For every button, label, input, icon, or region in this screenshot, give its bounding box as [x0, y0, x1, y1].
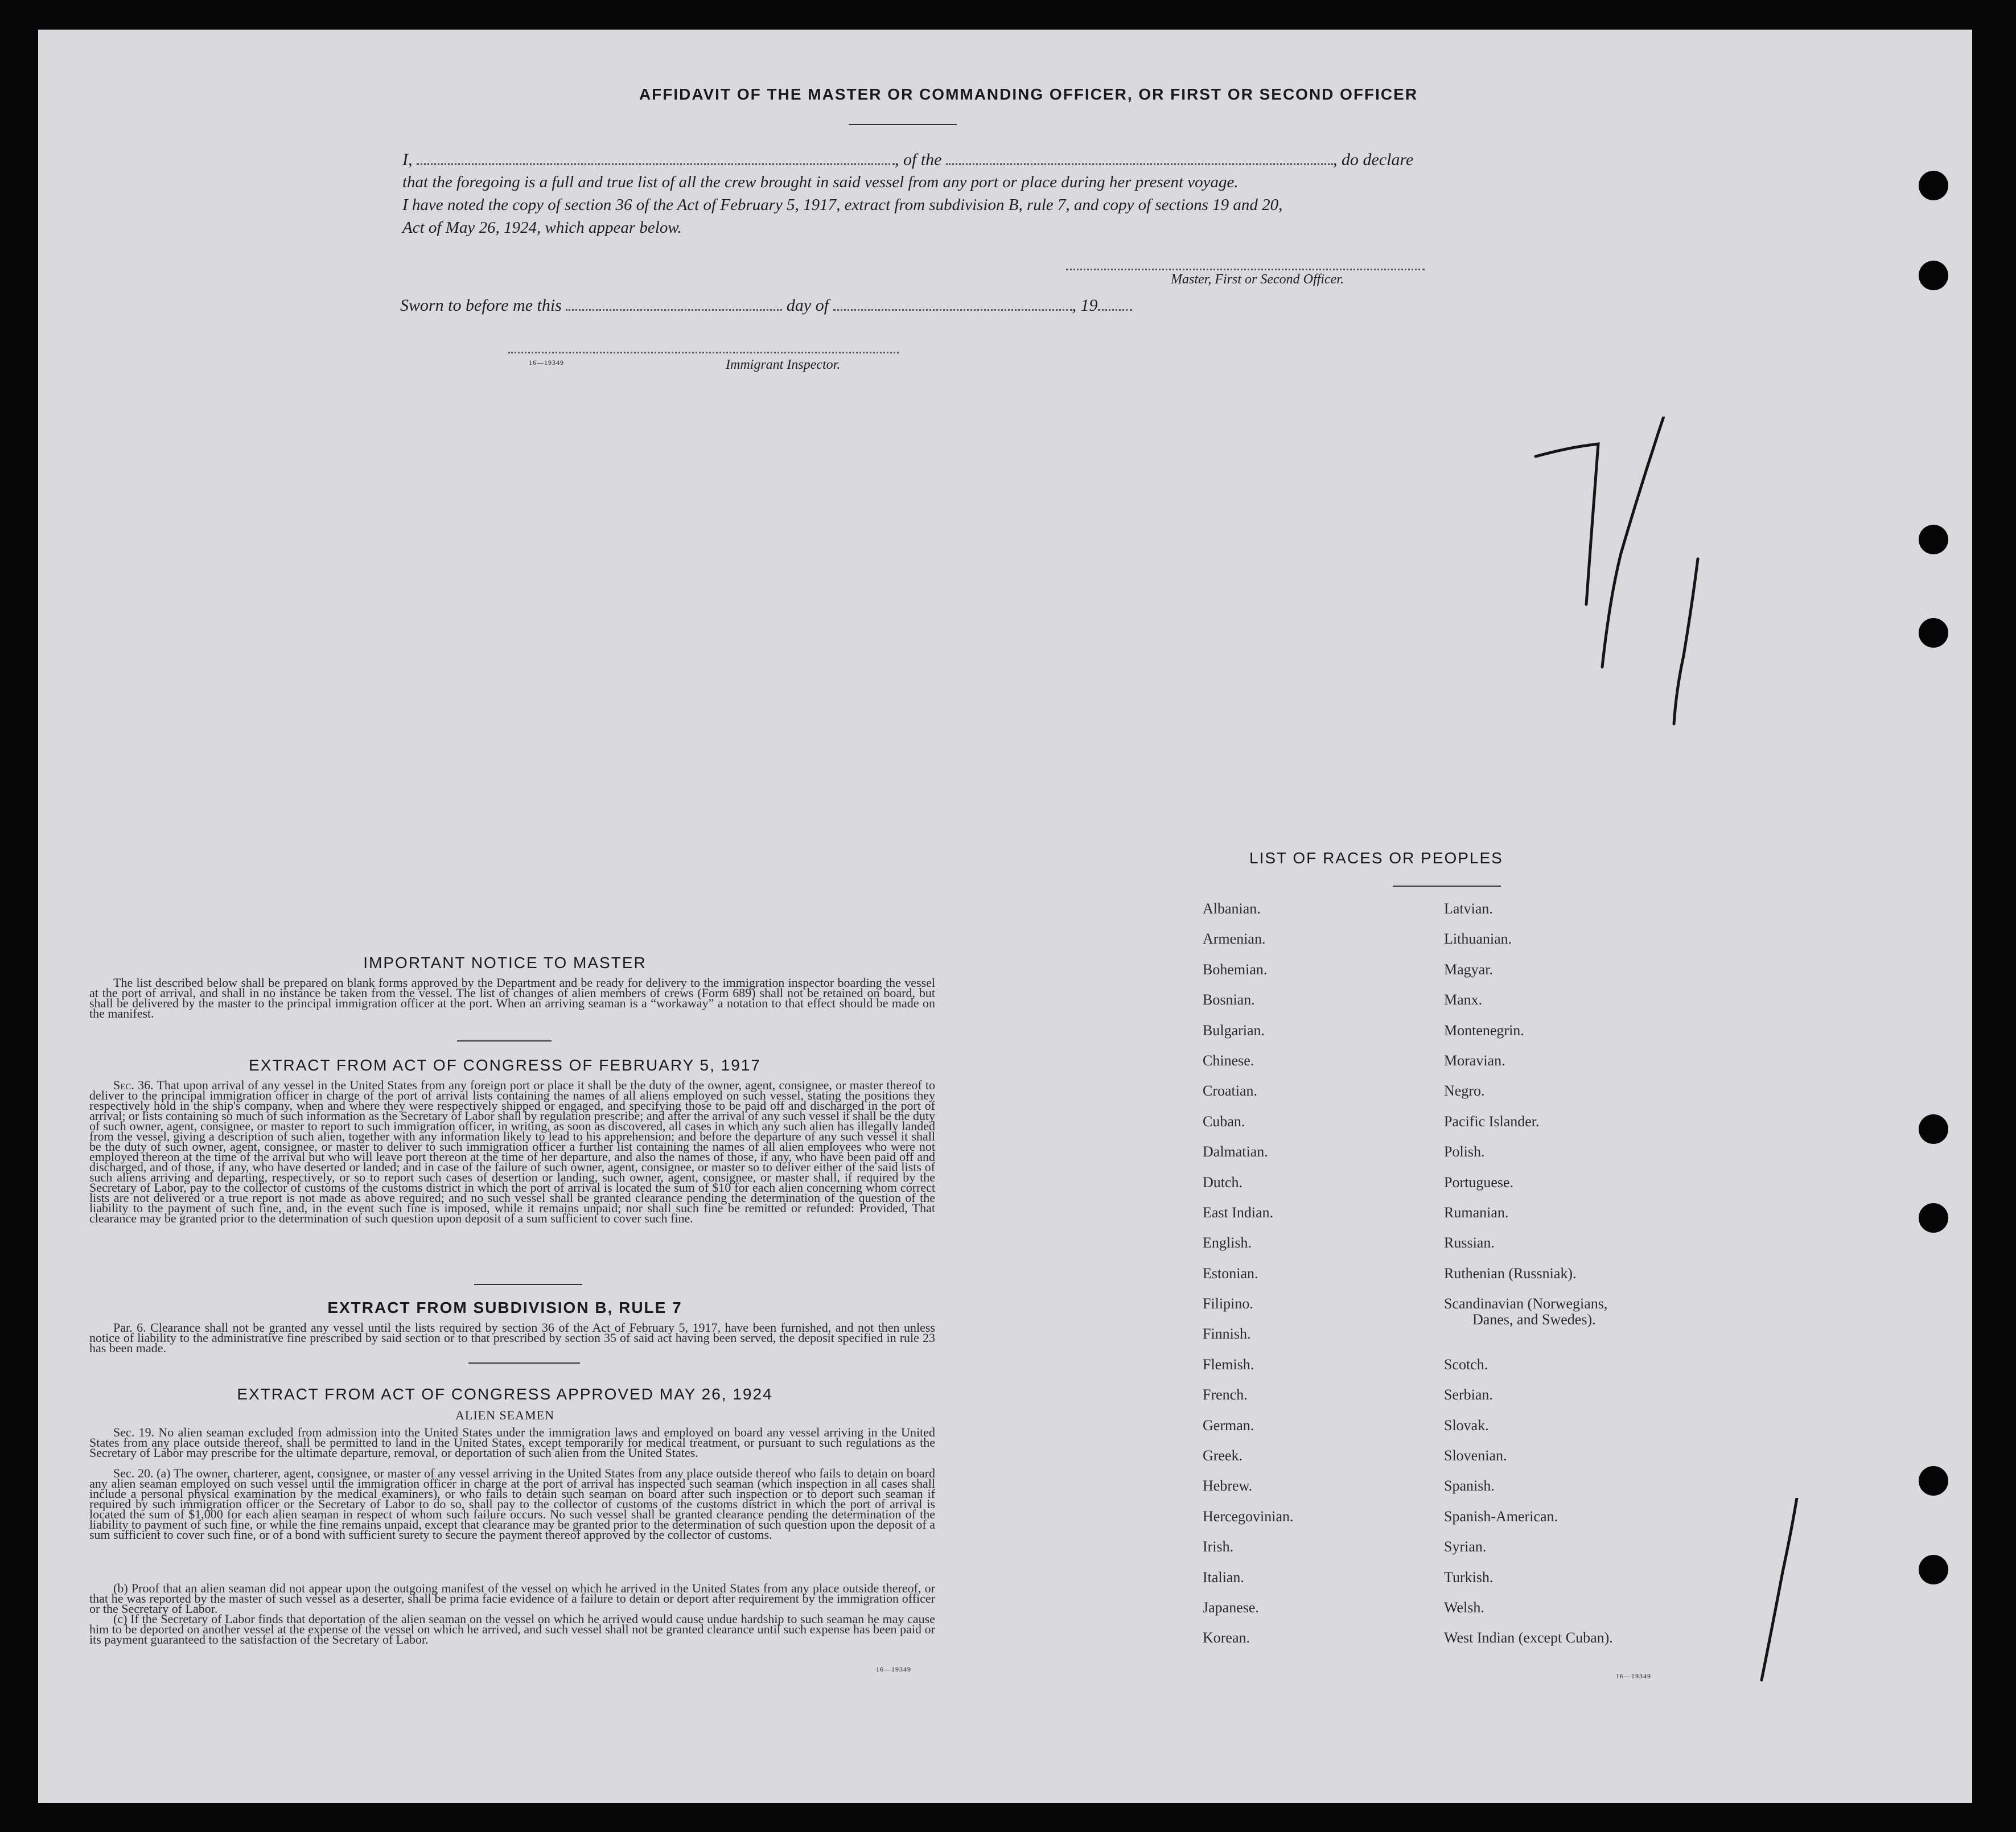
extract-1917-divider: [474, 1284, 582, 1285]
races-title: LIST OF RACES OR PEOPLES: [1249, 849, 1503, 867]
sworn-day-of: day of: [786, 296, 829, 315]
race-item: Latvian.: [1444, 900, 1493, 917]
handwritten-page-number: [1527, 417, 1715, 735]
race-item: Portuguese.: [1444, 1174, 1514, 1191]
race-item: Cuban.: [1203, 1113, 1245, 1130]
race-item: Spanish-American.: [1444, 1508, 1558, 1525]
race-item: Slovak.: [1444, 1417, 1489, 1434]
race-item: Irish.: [1203, 1538, 1234, 1555]
handwritten-check-mark: [1757, 1498, 1803, 1686]
affidavit-line-2: that the foregoing is a full and true list of all the crew brought in said vessel from any port or place during her present voyage.: [402, 173, 1239, 191]
of-the-text: , of the: [895, 150, 942, 169]
race-item: Italian.: [1203, 1568, 1244, 1586]
race-item: East Indian.: [1203, 1204, 1274, 1221]
race-item: Chinese.: [1203, 1052, 1254, 1069]
races-form-number: 16—19349: [1616, 1672, 1651, 1680]
race-item: Pacific Islander.: [1444, 1113, 1540, 1130]
notice-divider: [457, 1040, 552, 1041]
affidavit-form-number: 16—19349: [529, 359, 564, 367]
race-item: French.: [1203, 1386, 1248, 1403]
race-item: Moravian.: [1444, 1052, 1505, 1069]
document-page: [38, 30, 1972, 1803]
master-name-field[interactable]: [417, 163, 895, 165]
race-item: Bosnian.: [1203, 991, 1255, 1008]
sworn-day-field[interactable]: [566, 309, 782, 311]
extract-1924-sec-20c: (c) If the Secretary of Labor finds that deportation of the alien seaman on the vessel on which he arrived would cause undue hardship to such seaman he may cause him to be deported on another vessel at the expense of the vessel on which he arrived, and such vessel shall not be granted clearance until such expense has been paid or its payment guaranteed to the satisfaction of the Secretary of Labor.: [89, 1612, 935, 1646]
affidavit-line-3: I have noted the copy of section 36 of the Act of February 5, 1917, extract from subdivision B, rule 7, and copy of sections 19 and 20,: [402, 196, 1283, 214]
subdivision-b-title: EXTRACT FROM SUBDIVISION B, RULE 7: [327, 1299, 682, 1316]
sworn-month-field[interactable]: [833, 309, 1072, 311]
race-item: Dalmatian.: [1203, 1143, 1268, 1160]
race-item: Lithuanian.: [1444, 931, 1512, 948]
race-item: Rumanian.: [1444, 1204, 1509, 1221]
race-item: Dutch.: [1203, 1174, 1243, 1191]
binder-hole: [1919, 1114, 1948, 1144]
race-item: Scotch.: [1444, 1356, 1488, 1373]
sworn-line: [400, 296, 1132, 315]
subdivision-b-text: Par. 6. Clearance shall not be granted any vessel until the lists required by section 36 of the Act of February 5, 1917, have been furnished, and not then unless notice of liability to the administrative fine prescribed by said section or to that prescribed by section 35 of said act having been served, the deposit specified in rule 23 has been made.: [89, 1320, 935, 1355]
race-item: Armenian.: [1203, 931, 1266, 948]
race-item: Finnish.: [1203, 1325, 1251, 1343]
extract-1924-sec-20b: (b) Proof that an alien seaman did not appear upon the outgoing manifest of the vessel on which he arrived in the United States from any place outside thereof, or that he was reported by the master of such vessel as a deserter, shall be prima facie evidence of a failure to detain or deport after requirement by the immigration officer or the Secretary of Labor.: [89, 1581, 935, 1616]
notice-title: IMPORTANT NOTICE TO MASTER: [363, 954, 647, 971]
binder-hole: [1919, 261, 1948, 290]
subdivision-b-divider: [468, 1362, 580, 1364]
race-item: Montenegrin.: [1444, 1022, 1524, 1039]
race-item: Albanian.: [1203, 900, 1261, 917]
vessel-name-field[interactable]: [946, 163, 1333, 165]
race-item: Syrian.: [1444, 1538, 1487, 1555]
race-item: Danes, and Swedes).: [1472, 1311, 1596, 1328]
extract-1917-text: That upon arrival of any vessel in the United States from any foreign port or place it shall be the duty of the owner, agent, consignee, or master thereof to deliver to the principal immigration officer in charge of the port of arrival lists containing the names of all aliens employed on such vessel, stating the positions they respectively hold in the ship's company, when and where they were respectively shipped or engaged, and specifying those to be paid off and discharged in the port of arrival; or lists containing so much of such information as the Secretary of Labor shall by regulation prescribe; and after the arrival of any such vessel it shall be the duty of such owner, agent, consignee, or master to report to such immigration officer, in writing, as soon as discovered, all cases in which any such alien has illegally landed from the vessel, giving a description of such alien, together with any information likely to lead to his apprehension; and before the departure of any such vessel it shall be the duty of such owner, agent, consignee, or master to deliver to such immigration officer a further list containing the names of all alien employees who were not employed thereon at the time of the arrival but who will leave port thereon at the time of her departure, and also the names of those, if any, who have been paid off and discharged, and of those, if any, who have deserted or landed; and in case of the failure of such owner, agent, consignee, or master so to deliver either of the said lists of such aliens arriving and departing, respectively, or so to report such cases of desertion or landing, such owner, agent, consignee, or master shall, if required by the Secretary of Labor, pay to the collector of customs of the customs district in which the port of arrival is located the sum of $10 for each alien concerning whom correct lists are not delivered or a true report is not made as above required; and no such vessel shall be granted clearance pending the determination of the question of the liability to the payment of such fine, and, in the event such fine is imposed, while it remains unpaid; nor shall such fine be remitted or refunded: Provided, That clearance may be granted prior to the determination of such question upon deposit of a sum sufficient to cover such fine.: [89, 1078, 935, 1225]
affidavit-line-1: [402, 150, 1495, 170]
race-item: Serbian.: [1444, 1386, 1493, 1403]
race-item: Slovenian.: [1444, 1447, 1507, 1464]
extract-1917-body: [89, 1080, 935, 1224]
race-item: Hercegovinian.: [1203, 1508, 1294, 1525]
race-item: West Indian (except Cuban).: [1444, 1629, 1613, 1646]
race-item: Bohemian.: [1203, 961, 1268, 978]
master-signature-line[interactable]: [1066, 269, 1425, 270]
do-declare-text: , do declare: [1333, 150, 1414, 169]
race-item: Bulgarian.: [1203, 1022, 1265, 1039]
race-item: Estonian.: [1203, 1265, 1258, 1282]
race-item: Spanish.: [1444, 1477, 1495, 1495]
race-item: Ruthenian (Russniak).: [1444, 1265, 1577, 1282]
race-item: Korean.: [1203, 1629, 1250, 1646]
affidavit-i: I,: [402, 150, 413, 169]
binder-hole: [1919, 618, 1948, 648]
race-item: Magyar.: [1444, 961, 1493, 978]
inspector-signature-line[interactable]: [508, 352, 899, 353]
race-item: English.: [1203, 1234, 1252, 1251]
master-signature-label: Master, First or Second Officer.: [1171, 272, 1344, 287]
notice-text: The list described below shall be prepared on blank forms approved by the Department and be ready for delivery to the immigration inspector boarding the vessel at the port of arrival, and shall in no instance be taken from the vessel. The list of changes of alien members of crews (Form 689) shall not be retained on board, but shall be delivered by the master to the principal immigration officer at the port. When an arriving seaman is a “workaway” a notation to that effect should be made on the manifest.: [89, 975, 935, 1020]
extract-1924-title: EXTRACT FROM ACT OF CONGRESS APPROVED MAY 26, 1924: [237, 1385, 773, 1403]
extract-1924-subtitle: ALIEN SEAMEN: [455, 1408, 554, 1422]
race-item: Polish.: [1444, 1143, 1485, 1160]
races-left-column: [1203, 900, 1294, 1660]
races-right-column: [1444, 900, 1613, 1660]
sworn-year-field[interactable]: [1098, 309, 1132, 311]
race-item: Filipino.: [1203, 1295, 1253, 1312]
binder-hole: [1919, 1466, 1948, 1496]
inspector-label: Immigrant Inspector.: [726, 357, 841, 372]
extract-1917-sec-label: Sec. 36.: [113, 1078, 154, 1092]
race-item: Japanese.: [1203, 1599, 1259, 1616]
title-divider: [849, 124, 957, 125]
extract-1924-form-number: 16—19349: [876, 1665, 911, 1673]
race-item: Negro.: [1444, 1082, 1485, 1100]
extract-1917-title: EXTRACT FROM ACT OF CONGRESS OF FEBRUARY 5, 1917: [249, 1056, 761, 1074]
extract-1924-sec-19: Sec. 19. No alien seaman excluded from admission into the United States under the immigration laws and employed on board any vessel arriving in the United States from any place outside thereof, shall be permitted to land in the United States, except temporarily for medical treatment, or pursuant to such regulations as the Secretary of Labor may prescribe for the ultimate departure, removal, or deportation of such alien from the United States.: [89, 1425, 935, 1460]
binder-hole: [1919, 525, 1948, 554]
affidavit-line-4: Act of May 26, 1924, which appear below.: [402, 219, 682, 237]
binder-hole: [1919, 1203, 1948, 1233]
race-item: Hebrew.: [1203, 1477, 1253, 1495]
race-item: Turkish.: [1444, 1568, 1494, 1586]
race-item: Greek.: [1203, 1447, 1243, 1464]
affidavit-title: AFFIDAVIT OF THE MASTER OR COMMANDING OFFICER, OR FIRST OR SECOND OFFICER: [639, 85, 1418, 103]
race-item: Croatian.: [1203, 1082, 1258, 1100]
sworn-year: , 19: [1072, 296, 1098, 315]
extract-1924-sec-20a: Sec. 20. (a) The owner, charterer, agent, consignee, or master of any vessel arriving in the United States from any place outside thereof who fails to detain on board any alien seaman employed on such vessel until the immigration officer in charge at the port of arrival has inspected such seaman (which inspection in all cases shall include a personal physical examination by the medical examiners), or who fails to detain such seaman on board after such inspection or to deport such seaman if required by such immigration officer or the Secretary of Labor to do so, shall pay to the collector of customs of the customs district in which the port of arrival is located the sum of $1,000 for each alien seaman in respect of whom such failure occurs. No such vessel shall be granted clearance pending the determination of the liability to payment of such fine, or while the fine remains unpaid, except that clearance may be granted prior to the determination of such question upon the deposit of a sum sufficient to cover such fine, or of a bond with sufficient surety to secure the payment thereof approved by the collector of customs.: [89, 1466, 935, 1542]
race-item: German.: [1203, 1417, 1254, 1434]
races-divider: [1393, 886, 1501, 887]
binder-hole: [1919, 1555, 1948, 1584]
race-item: Manx.: [1444, 991, 1483, 1008]
race-item: Flemish.: [1203, 1356, 1254, 1373]
binder-hole: [1919, 171, 1948, 200]
race-item: Russian.: [1444, 1234, 1495, 1251]
race-item: Welsh.: [1444, 1599, 1484, 1616]
race-item: Scandinavian (Norwegians,: [1444, 1295, 1608, 1312]
sworn-prefix: Sworn to before me this: [400, 296, 562, 315]
